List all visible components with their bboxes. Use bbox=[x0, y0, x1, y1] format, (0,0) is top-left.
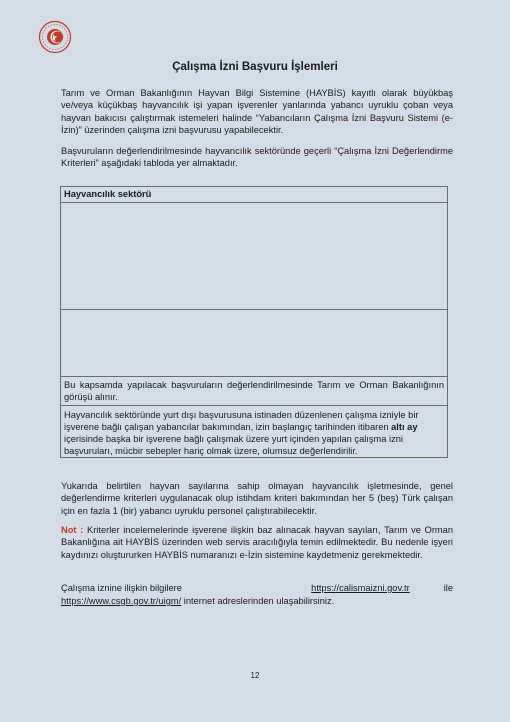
general-criteria-paragraph: Yukarıda belirtilen hayvan sayılarına sahip olmayan hayvancılık işletmesinde, genel değerlendirme kriterleri uygulanacak olup istihdam kriteri bakımından her 5 (beş) Türk çalışan için en fazla 1 (bir) yabancı uyruklu personel çalıştırabilecektir. bbox=[61, 481, 453, 516]
criteria-paragraph: Başvuruların değerlendirilmesinde hayvancılık sektöründe geçerli “Çalışma İzni Değerlendirme Kriterleri” aşağıdaki tabloda yer almaktadır. bbox=[61, 146, 453, 169]
calismaizni-link[interactable]: https://calismaizni.gov.tr bbox=[311, 583, 410, 593]
criteria-table bbox=[60, 186, 448, 458]
table-row-six-month-rule: Hayvancılık sektöründe yurt dışı başvurusuna istinaden düzenlenen çalışma izniyle bir işverene bağlı çalışan yabancılar bakımından, izin başlangıç tarihinden itibaren altı ay içerisinde başka bir işverene bağlı çalışmak üzere yurt içinden yapılan çalışma izni başvuruları, mücbir sebepler hariç olmak üzere, olumsuz değerlendirilir. bbox=[64, 410, 419, 456]
ministry-logo-icon bbox=[38, 20, 72, 54]
table-header: Hayvancılık sektörü bbox=[61, 187, 447, 203]
note-label: Not : bbox=[61, 525, 84, 535]
table-row-empty-2 bbox=[61, 310, 447, 377]
csgb-link[interactable]: https://www.csgb.gov.tr/uigm/ bbox=[61, 596, 182, 606]
table-row-opinion: Bu kapsamda yapılacak başvuruların değerlendirilmesinde Tarım ve Orman Bakanlığının görüşü alınır. bbox=[61, 377, 447, 406]
page-title: Çalışma İzni Başvuru İşlemleri bbox=[172, 61, 338, 73]
intro-paragraph: Tarım ve Orman Bakanlığının Hayvan Bilgi Sistemine (HAYBİS) kayıtlı olarak büyükbaş ve/veya küçükbaş hayvancılık işi yapan işverenler yanlarında yabancı uyruklu çoban veya hayvan bakıcısı çalıştırmak istemeleri halinde “Yabancıların Çalışma İzni Başvuru Sistemi (e-İzin)” üzerinden çalışma izni başvurusu yapabilecektir. bbox=[61, 88, 453, 136]
table-row-empty-1 bbox=[61, 203, 447, 310]
note-paragraph: Not : Kriterler incelemelerinde işverene ilişkin baz alınacak hayvan sayıları, Tarım ve Orman Bakanlığına ait HAYBİS üzerinden web servis aracılığıyla temin edilmektedir. Bu nedenle işyeri kaydınızı oluştururken HAYBİS numaranızı e-İzin sistemine kaydetmeniz gerekmektedir. bbox=[61, 525, 454, 560]
six-months-emphasis: altı ay bbox=[391, 422, 418, 432]
links-paragraph: Çalışma iznine ilişkin bilgilere https://calismaizni.gov.tr ile https://www.csgb.gov.tr/uigm/ internet adreslerinden ulaşabilirsiniz. bbox=[61, 583, 453, 606]
page-number: 12 bbox=[250, 671, 260, 680]
